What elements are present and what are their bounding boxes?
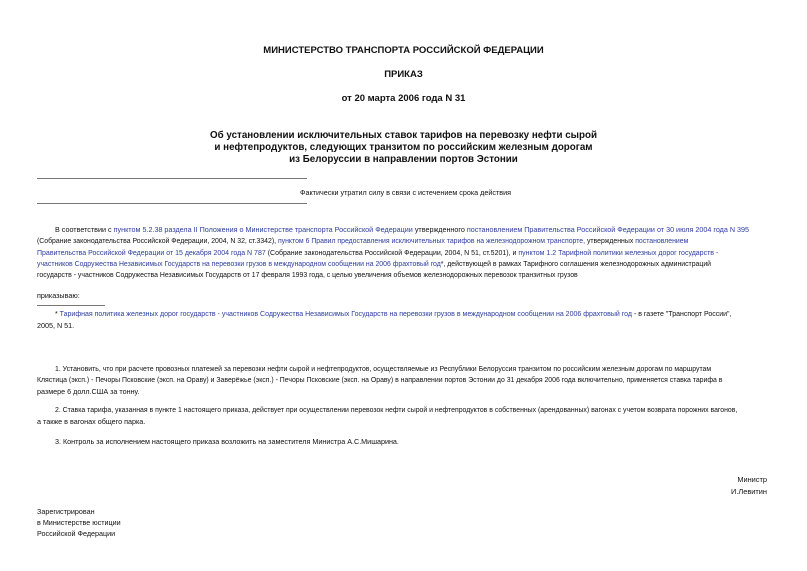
footnote-mark: * [55,311,60,318]
ministry-header: МИНИСТЕРСТВО ТРАНСПОРТА РОССИЙСКОЙ ФЕДЕРАЦИИ [263,45,544,56]
registration-line: в Министерстве юстиции [37,518,121,527]
footnote-line: 2005, N 51. [37,321,75,330]
tariff-policy-link[interactable]: участников Содружества Независимых Государств на перевозки грузов в международном сообщении на 2006 фрахтовый год [37,261,441,268]
order-word: приказываю: [37,291,80,300]
preamble-text: утвержденных [585,238,636,245]
title-line-1: Об установлении исключительных ставок тарифов на перевозку нефти сырой [209,130,598,141]
title-line-3: из Белоруссии в направлении портов Эстонии [289,154,518,165]
preamble-line [37,259,711,271]
separator-rule-1 [37,178,307,179]
preamble-text: утвержденного [412,225,467,234]
footnote-rule [37,305,105,306]
status-note: Фактически утратил силу в связи с истечением срока действия [300,188,511,197]
preamble-line [37,248,718,260]
footnote-link[interactable]: Тарифная политика железных дорог государств - участников Содружества Независимых Государств на перевозки грузов в международном сообщении на 2006 фрахтовый год [59,311,633,318]
registration-line: Зарегистрирован [37,507,95,516]
footnote-text: - в газете "Транспорт России", [632,311,732,318]
preamble-text: В соответствии с [55,225,114,234]
regulation-link[interactable]: пунктом 5.2.38 раздела II Положения о Министерстве транспорта Российской Федерации [113,225,413,234]
preamble-line [55,224,749,236]
item-1-line: 1. Установить, что при расчете провозных платежей за перевозки нефти сырой и нефтепродуктов, осуществляемые из Республики Белоруссия транзитом по российским железным дорогам по маршрутам [55,366,712,373]
footnote-line [55,309,731,321]
signature-position: Министр [737,475,767,484]
separator-rule-2 [37,203,307,204]
document-type: ПРИКАЗ [384,69,423,80]
item-1-line: размере 6 долл.США за тонну. [37,387,140,396]
tariff-policy-link[interactable]: пунктом 1.2 Тарифной политики железных дорог государств - [518,250,719,257]
preamble-text: *, действующей в рамках Тарифного соглашения железнодорожных администраций [440,261,712,268]
decree-link[interactable]: постановлением [635,238,689,245]
registration-line: Российской Федерации [37,529,116,538]
item-1-line: Клястица (эксп.) - Печоры Псковские (эксп. на Ораву) и Заверёжье (эксп.) - Печоры Псковские (эксп. на Ораву) в направлении портов Эстонии до 31 декабря 2006 года включительно, применяется ставка тарифа в [37,377,723,384]
preamble-line [37,236,688,248]
item-2-line: а также в вагонах общего парка. [37,417,146,426]
title-line-2: и нефтепродуктов, следующих транзитом по российским железным дорогам [214,142,593,153]
signature-name: И.Левитин [731,487,767,496]
decree-link[interactable]: Правительства Российской Федерации от 15 декабря 2004 года N 787 [37,250,266,257]
item-3-line: 3. Контроль за исполнением настоящего приказа возложить на заместителя Министра А.С.Мишарина. [55,437,399,446]
preamble-text: (Собрание законодательства Российской Федерации, 2004, N 51, ст.5201), и [265,250,519,257]
document-date-number: от 20 марта 2006 года N 31 [341,93,466,104]
rules-link[interactable]: пунктом 6 Правил предоставления исключительных тарифов на железнодорожном транспорте, [276,238,586,245]
decree-link[interactable]: постановлением Правительства Российской Федерации от 30 июля 2004 года N 395 [466,225,750,234]
item-2-line: 2. Ставка тарифа, указанная в пункте 1 настоящего приказа, действует при осуществлении перевозок нефти сырой и нефтепродуктов в собственных (арендованных) вагонах с учетом возврата порожних вагонов, [55,407,738,414]
preamble-text: (Собрание законодательства Российской Федерации, 2004, N 32, ст.3342), [37,238,277,245]
preamble-line: государств - участников Содружества Независимых Государств от 17 февраля 1993 года, с целью увеличения объемов железнодорожных перевозок транзитных грузов [37,272,578,279]
